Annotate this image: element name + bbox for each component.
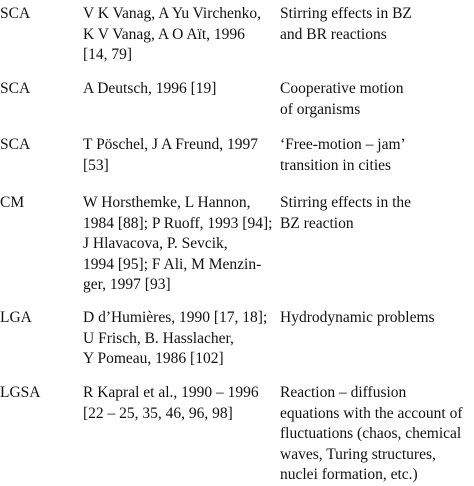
authors-line: [14, 79] [83, 46, 133, 63]
topic-cell [280, 79, 404, 120]
topic-cell [280, 308, 435, 329]
method-cell: LGA [0, 309, 32, 326]
authors-line: 1994 [95]; F Ali, M Menzin- [83, 255, 262, 273]
authors-line: K V Vanag, A O Aït, 1996 [83, 25, 245, 43]
authors-cell [83, 193, 272, 296]
authors-line: U Frisch, B. Hasslacher, [83, 329, 234, 347]
authors-cell [83, 308, 267, 370]
method-cell: SCA [0, 5, 31, 22]
authors-cell [83, 383, 259, 424]
topic-cell [280, 383, 463, 486]
authors-line: V K Vanag, A Yu Virchenko, [83, 5, 262, 22]
authors-cell [83, 79, 216, 100]
authors-line: R Kapral et al., 1990 – 1996 [83, 384, 259, 401]
authors-line: [53] [83, 156, 109, 174]
authors-line: A Deutsch, 1996 [19] [83, 80, 217, 97]
authors-cell [83, 135, 258, 176]
topic-line: Stirring effects in the [280, 194, 412, 211]
topic-line: waves, Turing structures, [280, 445, 436, 463]
authors-line: J Hlavacova, P. Sevcik, [83, 235, 228, 252]
method-cell: CM [0, 194, 25, 211]
method-cell: SCA [0, 136, 31, 153]
topic-line: and BR reactions [280, 25, 387, 43]
method-cell: SCA [0, 80, 31, 97]
topic-line: nuclei formation, etc.) [280, 466, 418, 483]
topic-line: of organisms [280, 100, 361, 118]
topic-line: Stirring effects in BZ [280, 5, 412, 22]
authors-line: [22 – 25, 35, 46, 96, 98] [83, 404, 233, 422]
authors-line: Y Pomeau, 1986 [102] [83, 350, 224, 367]
authors-line: ger, 1997 [93] [83, 276, 171, 293]
authors-line: W Horsthemke, L Hannon, [83, 194, 251, 211]
method-cell: LGSA [0, 384, 41, 401]
topic-line: Reaction – diffusion [280, 384, 407, 401]
topic-line: BZ reaction [280, 214, 354, 232]
topic-line: ‘Free-motion – jam’ [280, 136, 406, 153]
authors-line: T Pöschel, J A Freund, 1997 [83, 136, 258, 153]
authors-line: 1984 [88]; P Ruoff, 1993 [94]; [83, 214, 273, 232]
topic-cell [280, 135, 406, 176]
topic-cell [280, 193, 411, 234]
authors-cell [83, 4, 261, 66]
topic-line: transition in cities [280, 156, 392, 174]
authors-line: D d’Humières, 1990 [17, 18]; [83, 309, 268, 326]
topic-line: equations with the account of [280, 404, 463, 422]
topic-line: Cooperative motion [280, 80, 404, 97]
topic-cell [280, 4, 412, 45]
topic-line: Hydrodynamic problems [280, 309, 435, 326]
topic-line: fluctuations (chaos, chemical [280, 425, 462, 442]
